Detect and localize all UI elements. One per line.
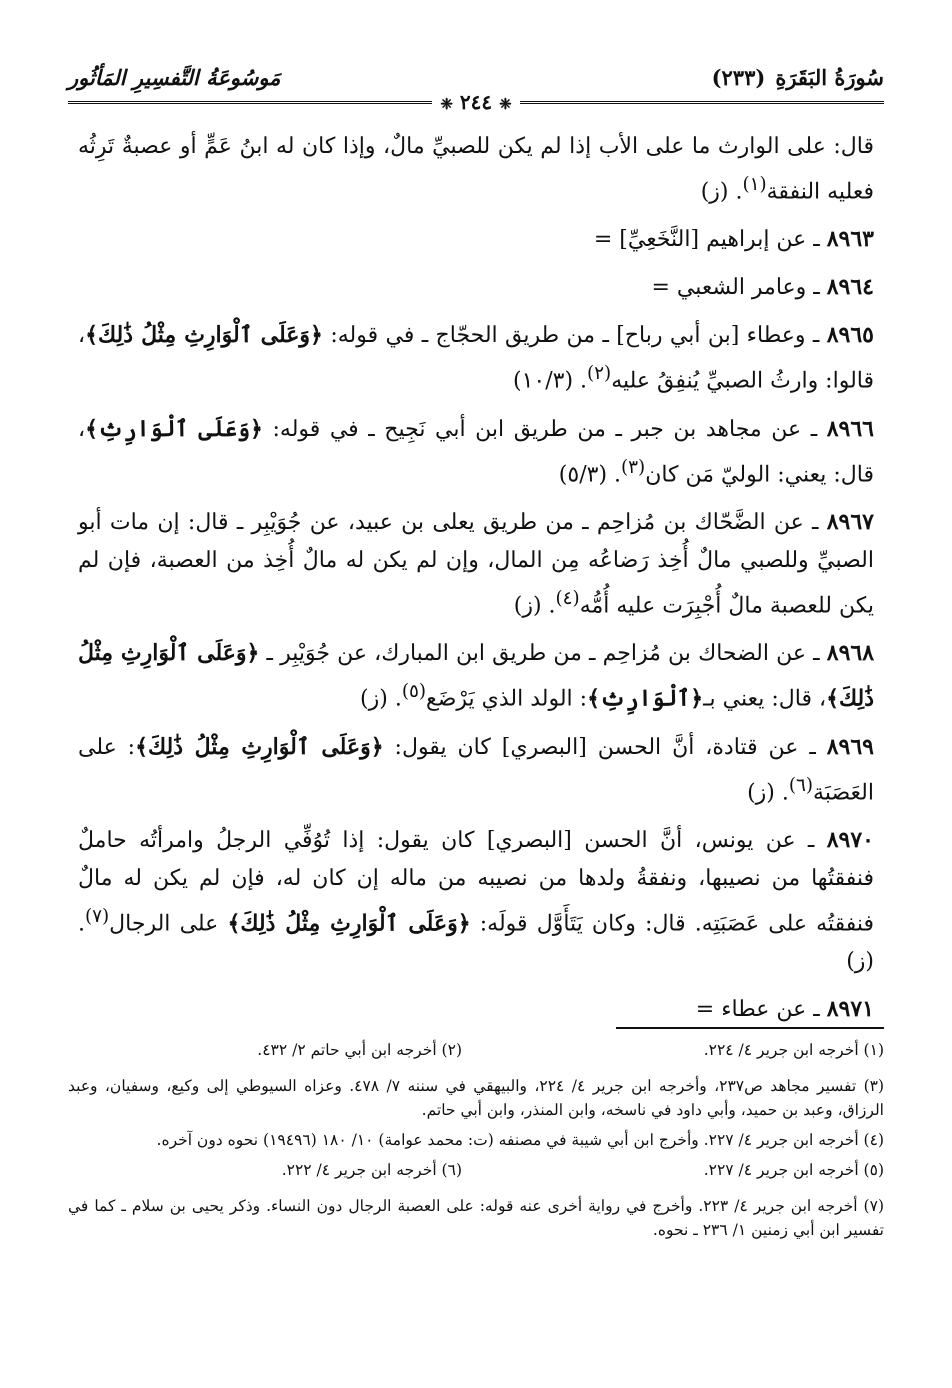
- rule-line-right: [520, 101, 884, 104]
- narration-text: ، قالوا: وارثُ الصبيِّ يُنفِقُ عليه: [78, 323, 874, 394]
- narration-text: . (ز): [700, 179, 743, 205]
- narration-paragraph: [78, 220, 874, 259]
- footnote-ref: (٢): [587, 363, 612, 385]
- narration-text: ـ عن الضَّحّاك بن مُزاحِم ـ من طريق يعلى بن عبيد، عن جُوَيْبِر ـ قال: إن مات أبو الصبيِّ وللصبي مالٌ أُخِذ رَضاعُه مِن المال، وإن لم يكن له مالٌ أُخِذ من العصبة، فإن لم يكن للعصبة مالٌ أُجْبِرَت عليه أُمُّه: [78, 509, 874, 619]
- narration-paragraph: [78, 410, 874, 494]
- quran-quote: ﴿وَعَلَى ٱلْوَارِثِ مِثْلُ ذَٰلِكَ﴾: [135, 733, 384, 760]
- footnote-ref: (٧): [85, 905, 110, 927]
- narration-text: ـ عن الضحاك بن مُزاحِم ـ من طريق ابن المبارك، عن جُوَيْبِر ـ: [259, 641, 827, 667]
- footnote-ref: (٥): [401, 681, 426, 703]
- narration-text: ـ وعطاء [بن أبي رباح] ـ من طريق الحجّاج ـ في قوله:: [322, 323, 827, 349]
- narration-paragraph: [78, 128, 874, 211]
- book-title: مَوسُوعَةُ التَّفسِيرِ المَأثُور: [68, 65, 281, 90]
- header-rule: [68, 92, 884, 112]
- narration-number: ٨٩٦٤: [826, 274, 874, 301]
- quran-quote: ﴿وَعَلَى ٱلْوَارِثِ مِثْلُ ذَٰلِكَ﴾: [85, 322, 323, 349]
- quran-quote: ﴿وَعَلَى ٱلْوَارِثِ﴾: [85, 415, 263, 442]
- narration-text: ـ عن إبراهيم [النَّخَعِيِّ] =: [593, 227, 827, 253]
- footnote-separator: [616, 1027, 884, 1029]
- footnote-2: (٢) أخرجه ابن أبي حاتم ٢/ ٤٣٢.: [257, 1041, 462, 1059]
- quran-quote: ﴿ٱلْوَارِثِ﴾: [587, 685, 704, 712]
- narration-text: ـ عن قتادة، أنَّ الحسن [البصري] كان يقول:: [383, 734, 827, 760]
- surah-reference: [712, 65, 884, 90]
- main-text: [78, 128, 874, 1038]
- narration-text: . (ز): [78, 911, 874, 975]
- quran-quote: ﴿وَعَلَى ٱلْوَارِثِ مِثْلُ ذَٰلِكَ﴾: [78, 640, 874, 712]
- footnote-ref: (٤): [555, 587, 580, 609]
- footnote-3: (٣) تفسير مجاهد ص٢٣٧، وأخرجه ابن جرير ٤/ ٢٢٤، والبيهقي في سننه ٧/ ٤٧٨. وعزاه السيوطي إلى وكيع، وسفيان، وعبد الرزاق، وعبد بن حميد، وأبي داود في ناسخه، وابن المنذر، وابن أبي حاتم.: [68, 1077, 885, 1119]
- narration-text: . (ز): [513, 593, 556, 619]
- footnote-ref: (٦): [788, 774, 814, 796]
- quran-quote: ﴿وَعَلَى ٱلْوَارِثِ مِثْلُ ذَٰلِكَ﴾: [227, 910, 471, 937]
- narration-text: . (٥/٣): [558, 461, 622, 487]
- verse-number: (٢٣٣): [711, 65, 766, 90]
- footnote-5: (٥) أخرجه ابن جرير ٤/ ٢٢٧.: [703, 1161, 884, 1179]
- narration-text: ـ عن مجاهد بن جبر ـ من طريق ابن أبي نَجِيح ـ في قوله:: [262, 416, 827, 442]
- page-number: ٢٤٤: [459, 90, 493, 114]
- narration-paragraph: [78, 503, 874, 625]
- footnote-4: (٤) أخرجه ابن جرير ٤/ ٢٢٧. وأخرج ابن أبي شيبة في مصنفه (ت: محمد عوامة) ١٠/ ١٨٠ (١٩٤٩٦) نحوه دون آخره.: [156, 1131, 884, 1149]
- footnote-1: (١) أخرجه ابن جرير ٤/ ٢٢٤.: [703, 1041, 884, 1059]
- narration-number: ٨٩٦٥: [826, 322, 874, 349]
- narration-text: . (ز): [747, 779, 789, 805]
- narration-text: : الولد الذي يَرْضَع: [426, 686, 588, 712]
- running-header: [68, 52, 884, 90]
- narration-text: : على العَصَبَة: [78, 734, 874, 805]
- footnote-6: (٦) أخرجه ابن جرير ٤/ ٢٢٢.: [281, 1161, 462, 1179]
- narration-text: قال: على الوارث ما على الأب إذا لم يكن للصبيِّ مالٌ، وإذا كان له ابنُ عَمٍّ أو عصبةٌ تَرِثُه فعليه النفقة: [78, 134, 874, 205]
- narration-paragraph: [78, 316, 874, 400]
- narration-text: ـ عن يونس، أنَّ الحسن [البصري] كان يقول: إذا تُوُفِّي الرجلُ وامرأتُه حاملٌ فنفقتُها من نصيبها، ونفقةُ ولدها من نصيبه من ماله إن كان له، فإن لم يكن له مالٌ فنفقتُه على عَصَبَتِه. قال: وكان يَتَأَوَّل قولَه:: [78, 827, 874, 937]
- narration-number: ٨٩٦٦: [826, 415, 874, 442]
- narration-text: ، قال: يعني: الوليّ مَن كان: [78, 416, 874, 487]
- narration-text: ، قال: يعني بـ: [703, 686, 827, 712]
- ornament-icon: ❈: [499, 95, 512, 113]
- footnote-7: (٧) أخرجه ابن جرير ٤/ ٢٢٣. وأخرج في رواية أخرى عنه قوله: على العصبة الرجال دون النساء. وذكر يحيى بن سلام ـ كما في تفسير ابن أبي زمنين ١/ ٢٣٦ ـ نحوه.: [68, 1197, 884, 1239]
- narration-text: على الرجال: [109, 911, 228, 937]
- footnotes: [68, 1038, 884, 1248]
- narration-paragraph: [78, 821, 874, 981]
- surah-name: سُورَةُ البَقَرَةِ: [775, 65, 884, 90]
- narration-paragraph: [78, 634, 874, 718]
- narration-number: ٨٩٧١: [826, 996, 874, 1023]
- footnote-ref: (١): [742, 174, 767, 195]
- narration-paragraph: [78, 268, 874, 307]
- narration-text: ـ عن عطاء =: [695, 997, 827, 1023]
- rule-line-left: [68, 101, 432, 104]
- narration-number: ٨٩٦٧: [826, 508, 874, 535]
- footnote-row: [68, 1038, 884, 1068]
- narration-number: ٨٩٧٠: [826, 826, 874, 853]
- narration-paragraph: [78, 728, 874, 812]
- footnote-ref: (٣): [621, 456, 646, 478]
- narration-number: ٨٩٦٣: [826, 226, 874, 253]
- footnote-row: [68, 1158, 884, 1188]
- narration-text: . (١٠/٣): [512, 368, 588, 394]
- narration-text: ـ وعامر الشعبي =: [651, 275, 827, 301]
- narration-paragraph: [78, 990, 874, 1029]
- page-number-block: [440, 90, 511, 114]
- narration-number: ٨٩٦٩: [826, 733, 874, 760]
- narration-text: . (ز): [360, 686, 402, 712]
- ornament-icon: ❈: [440, 95, 453, 113]
- narration-number: ٨٩٦٨: [826, 640, 875, 667]
